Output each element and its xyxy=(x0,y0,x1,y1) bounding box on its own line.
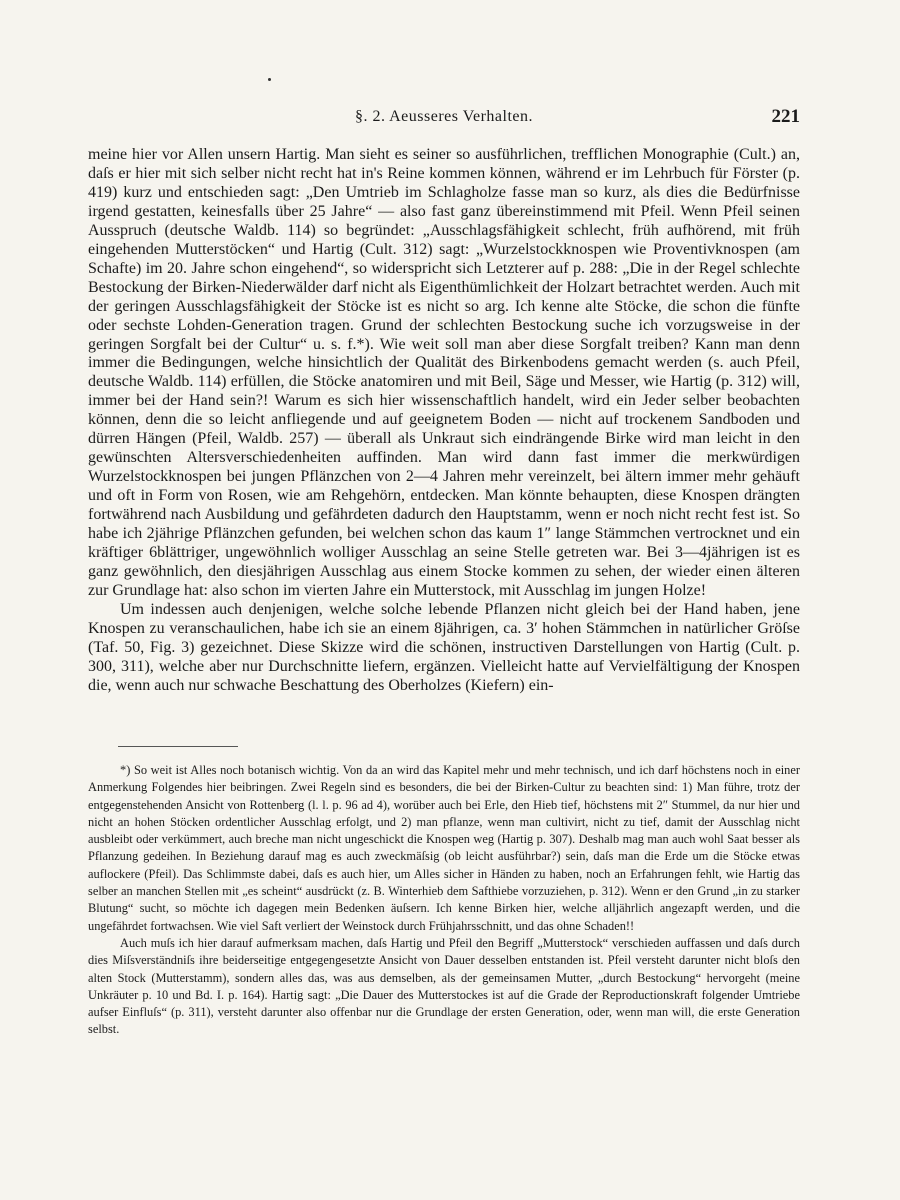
running-header xyxy=(88,108,800,132)
paragraph-2: Um indessen auch denjenigen, welche solche lebende Pflanzen nicht gleich bei der Hand haben, jene Knospen zu veranschaulichen, habe ich sie an einem 8jährigen, ca. 3′ hohen Stämmchen in natürlicher Gröſse (Taf. 50, Fig. 3) gezeichnet. Diese Skizze wird die schönen, instructiven Darstellungen von Hartig (Cult. p. 300, 311), welche aber nur Durchschnitte liefern, ergänzen. Vielleicht hatte auf Vervielfältigung der Knospen die, wenn auch nur schwache Beschattung des Oberholzes (Kiefern) ein- xyxy=(88,600,800,694)
main-text xyxy=(88,146,800,696)
print-speck xyxy=(268,78,271,81)
page-number: 221 xyxy=(771,106,800,127)
footnote-1: *) So weit ist Alles noch botanisch wichtig. Von da an wird das Kapitel mehr und mehr technisch, und ich darf höchstens noch in einer Anmerkung Folgendes hier beibringen. Zwei Regeln sind es besonders, die bei der Birken-Cultur zu beachten sind: 1) Man führe, trotz der entgegenstehenden Ansicht von Rottenberg (l. l. p. 96 ad 4), worüber auch bei Erle, den Hieb tief, höchstens mit 2″ Stummel, da nur hier und nicht an hohen Stöcken ordentlicher Ausschlag erfolgt, und 2) man pflanze, wenn man cultivirt, nicht zu tief, damit der Ausschlag nicht ausbleibt oder verkümmert, auch breche man nicht ungeschickt die Knospen weg (Hartig p. 307). Deshalb mag man auch wohl Saat besser als Pflanzung gedeihen. In Beziehung darauf mag es auch zweckmäſsig (ob leicht ausführbar?) sein, daſs man die Erde um die Stöcke etwas auflockere (Pfeil). Das Schlimmste dabei, daſs es auch hier, um Alles sicher in Händen zu haben, noch an Erfahrungen fehlt, wie Hartig das selber an manchen Stellen mit „es scheint“ ausdrückt (z. B. Winterhieb dem Safthiebe vorzuziehen, p. 312). Wenn er den Grund „in zu starker Blutung“ sucht, so möchte ich dagegen mein Bedenken äuſsern. Ich kenne Birken hier, welche alljährlich angezapft werden, und die ungefährdet fortwachsen. Wie viel Saft verliert der Weinstock durch Frühjahrsschnitt, und das ohne Schaden!! xyxy=(88,763,800,933)
section-title: §. 2. Aeusseres Verhalten. xyxy=(355,108,533,125)
footnote-2: Auch muſs ich hier darauf aufmerksam machen, daſs Hartig und Pfeil den Begriff „Mutterstock“ verschieden auffassen und daſs durch dies Miſsverständniſs ihre beiderseitige entgegengesetzte Ansicht von Dauer desselben entstanden ist. Pfeil versteht darunter nicht bloſs den alten Stock (Mutterstamm), sondern alles das, was aus demselben, als der gemeinsamen Mutter, „durch Bestockung“ hervorgeht (meine Unkräuter p. 10 und Bd. I. p. 164). Hartig sagt: „Die Dauer des Mutterstockes ist auf die Grade der Reproductionskraft folgender Umtriebe aufser Einfluſs“ (p. 311), versteht darunter also offenbar nur die Grundlage der ersten Generation, oder, wenn man will, die erste Generation selbst. xyxy=(88,935,800,1037)
footnotes xyxy=(88,762,800,1039)
paragraph-1: meine hier vor Allen unsern Hartig. Man sieht es seiner so ausführlichen, trefflichen Monographie (Cult.) an, daſs er hier mit sich selber nicht recht hat in's Reine kommen können, während er im Lehrbuch für Förster (p. 419) kurz und entschieden sagt: „Den Umtrieb im Schlagholze fasse man so kurz, als dies die Bedürfnisse irgend gestatten, keinesfalls über 25 Jahre“ — also fast ganz übereinstimmend mit Pfeil. Wenn Pfeil seinen Ausspruch (deutsche Waldb. 114) so begründet: „Ausschlagsfähigkeit schlecht, früh aufhörend, mit früh eingehenden Mutterstöcken“ und Hartig (Cult. 312) sagt: „Wurzelstockknospen wie Proventivknospen (am Schafte) im 20. Jahre schon eingehend“, so widerspricht sich Letzterer auf p. 288: „Die in der Regel schlechte Bestockung der Birken-Niederwälder darf nicht als Eigenthümlichkeit der Holzart betrachtet werden. Auch mit der geringen Ausschlagsfähigkeit der Stöcke ist es nicht so arg. Ich kenne alte Stöcke, die schon die fünfte oder sechste Lohden-Generation tragen. Grund der schlechten Bestockung suche ich vorzugsweise in der geringen Sorgfalt bei der Cultur“ u. s. f.*). Wie weit soll man aber diese Sorgfalt treiben? Kann man denn immer die Bedingungen, welche hinsichtlich der Qualität des Birkenbodens gemacht werden (s. auch Pfeil, deutsche Waldb. 114) erfüllen, die Stöcke anatomiren und mit Beil, Säge und Messer, wie Hartig (p. 312) will, immer bei der Hand sein?! Warum es sich hier wissenschaftlich handelt, wird ein Jeder selber beobachten können, denn die so leicht anfliegende und auf geeignetem Boden — nicht auf trockenem Sandboden und dürren Hängen (Pfeil, Waldb. 257) — überall als Unkraut sich eindrängende Birke wird man leicht in den gewünschten Altersverschiedenheiten auffinden. Man wird dann fast immer die merkwürdigen Wurzelstockknospen bei jungen Pflänzchen von 2—4 Jahren mehr vereinzelt, bei ältern immer mehr gehäuft und oft in Form von Rosen, wie am Rehgehörn, entdecken. Man könnte behaupten, diese Knospen drängten fortwährend nach Ausbildung und gefährdeten dadurch den Hauptstamm, wenn er noch nicht recht fest ist. So habe ich 2jährige Pflänzchen gefunden, bei welchen schon das kaum 1″ lange Stämmchen vertrocknet und ein kräftiger 6blättriger, ungewöhnlich wolliger Ausschlag an seine Stelle getreten war. Bei 3—4jährigen ist es ganz gewöhnlich, den diesjährigen Ausschlag aus einem Stocke kommen zu sehen, der wieder einen älteren zur Grundlage hat: also schon im vierten Jahre ein Mutterstock, mit Ausschlag im jungen Holze! xyxy=(88,146,800,599)
footnote-divider xyxy=(118,746,238,747)
